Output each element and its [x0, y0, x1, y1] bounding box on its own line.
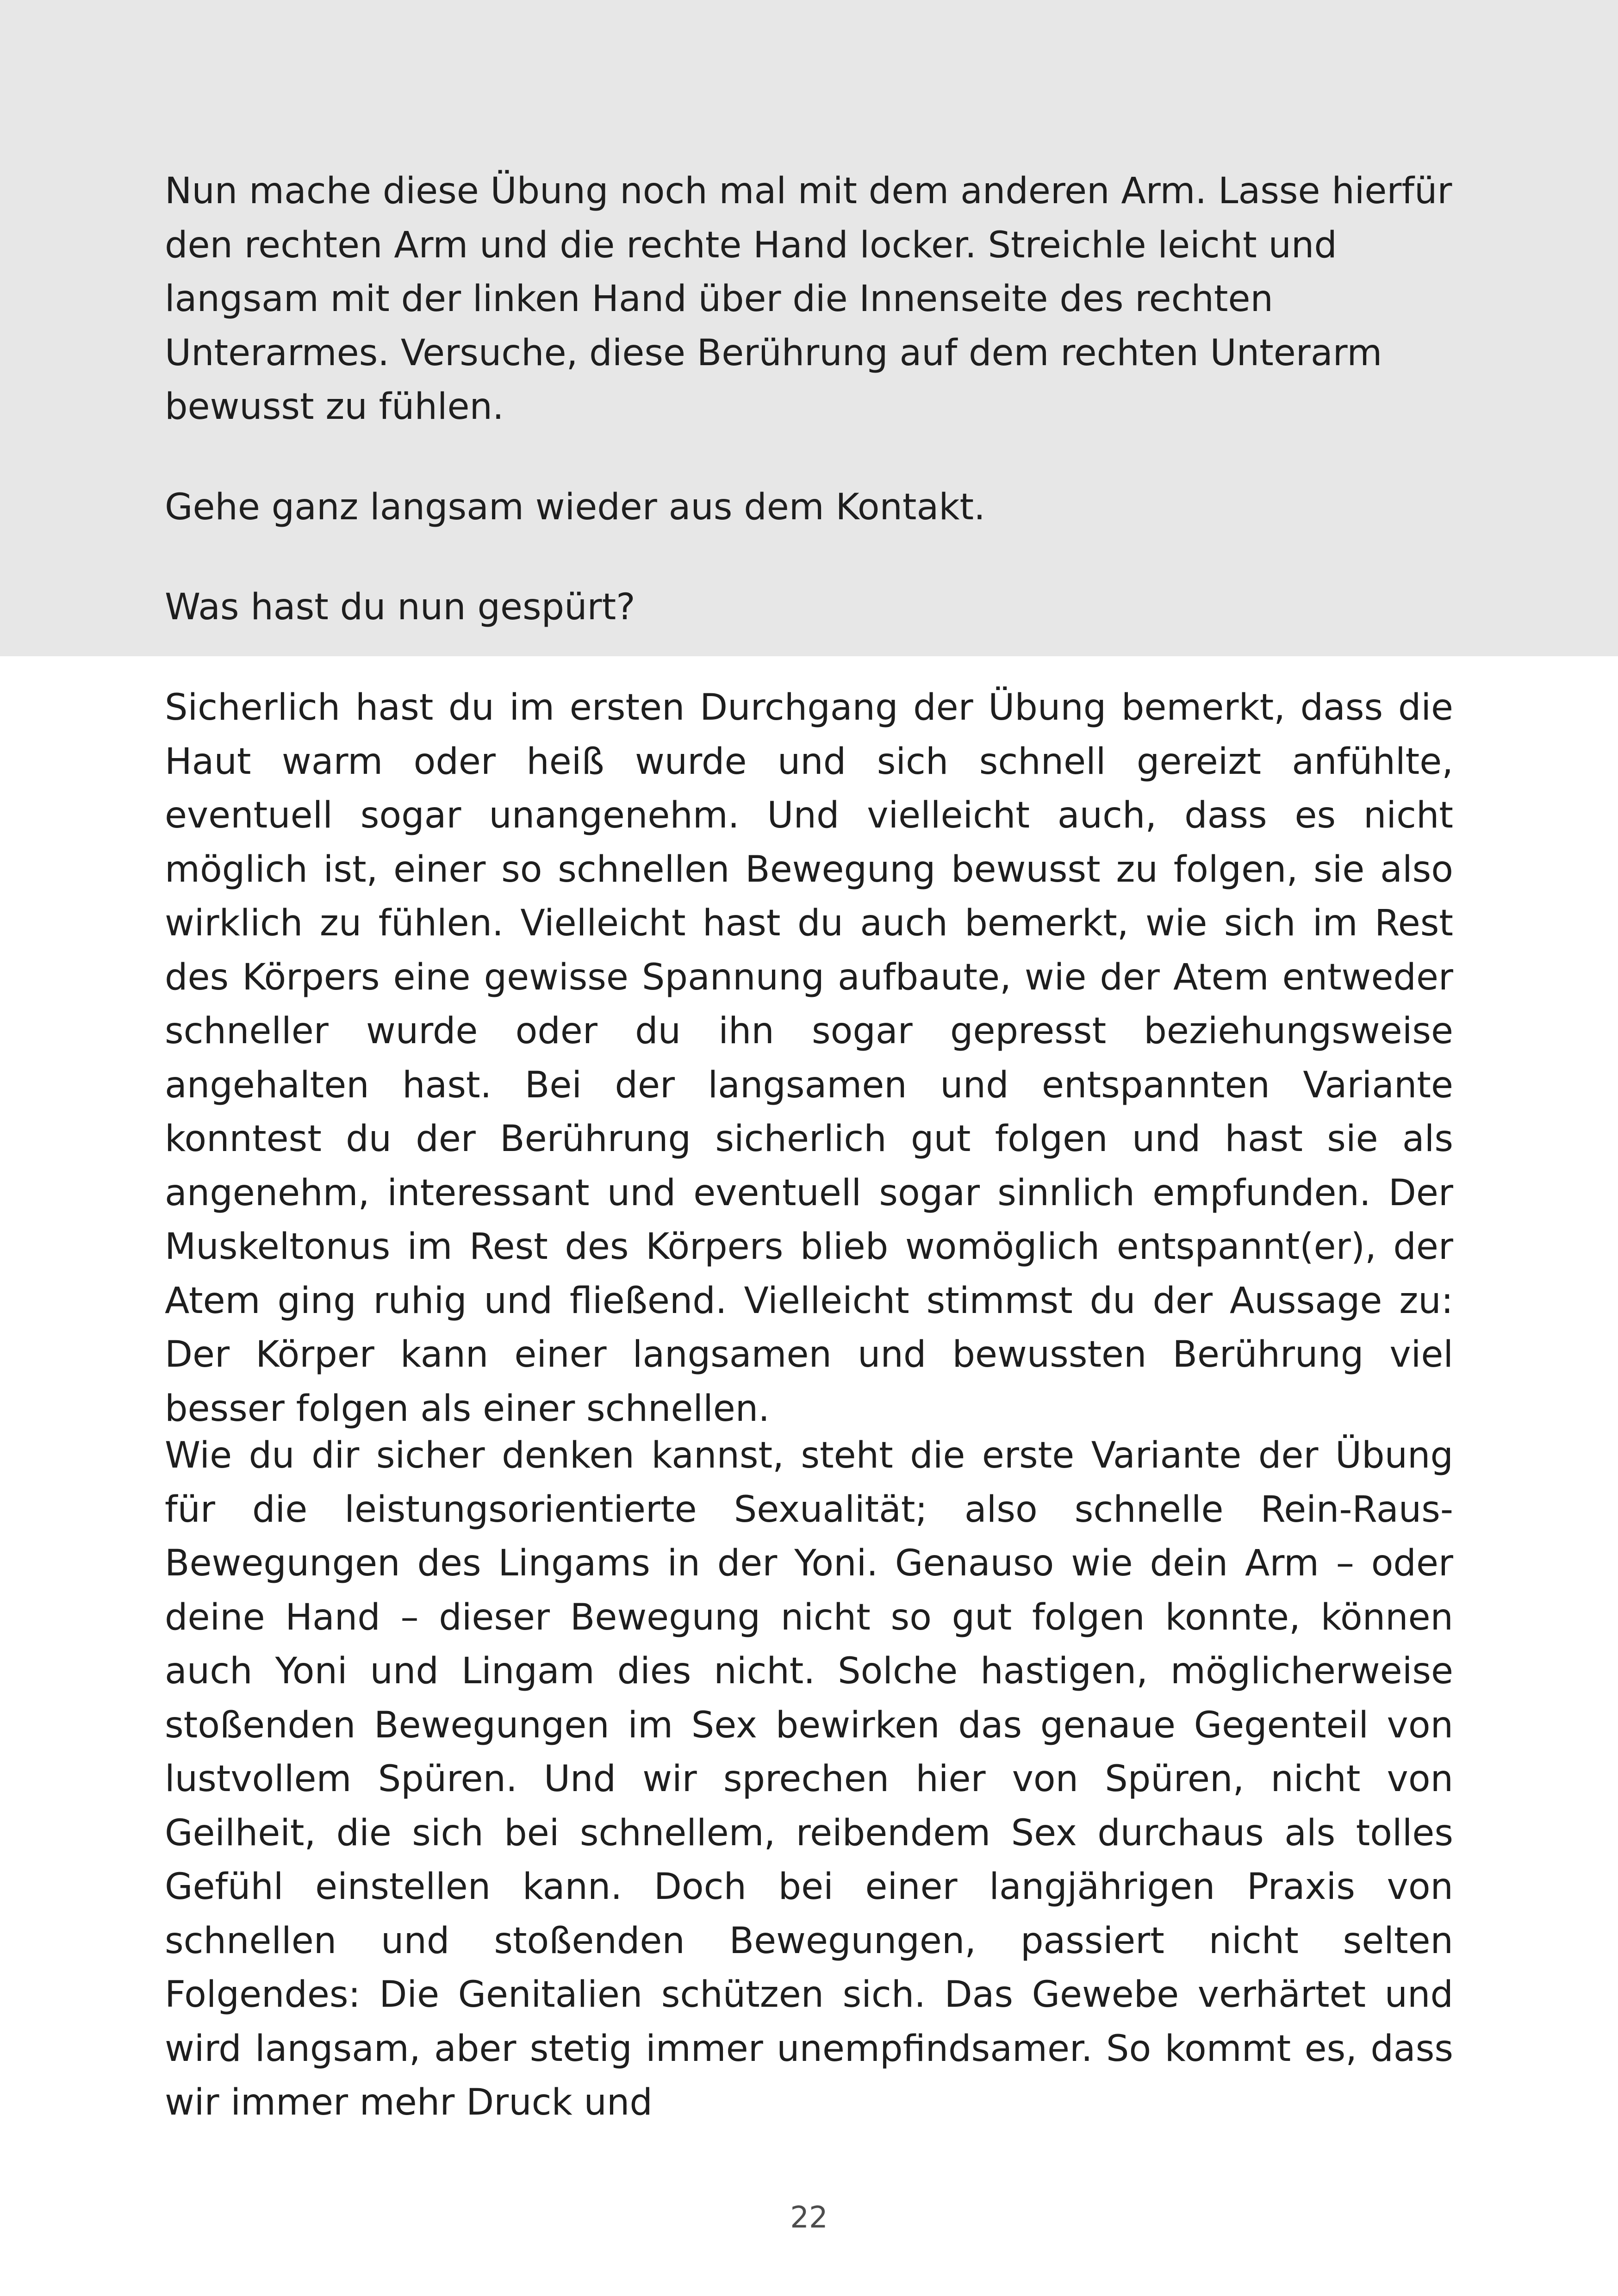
body-paragraph-2: Wie du dir sicher denken kannst, steht die erste Variante der Übung für die leistungsorientierte Sexualität; also schnelle Rein-Raus-Bewegungen des Lingams in der Yoni. Genauso wie dein Arm – oder deine Hand – dieser Bewegung nicht so gut folgen konnte, können auch Yoni und Lingam dies nicht. Solche hastigen, möglicherweise stoßenden Bewegungen im Sex bewirken das genaue Gegenteil von lustvollem Spüren. Und wir sprechen hier von Spüren, nicht von Geilheit, die sich bei schnellem, reibendem Sex durchaus als tolles Gefühl einstellen kann. Doch bei einer langjährigen Praxis von schnellen und stoßenden Bewegungen, passiert nicht selten Folgendes: Die Genitalien schützen sich. Das Gewebe verhärtet und wird langsam, aber stetig immer unempfindsamer. So kommt es, dass wir immer mehr Druck und — [165, 1435, 1453, 2123]
page-number: 22 — [790, 2201, 828, 2235]
body-paragraph-1: Sicherlich hast du im ersten Durchgang der Übung bemerkt, dass die Haut warm oder heiß wurde und sich schnell gereizt anfühlte, eventuell sogar unangenehm. Und vielleicht auch, dass es nicht möglich ist, einer so schnellen Bewegung bewusst zu folgen, sie also wirklich zu fühlen. Vielleicht hast du auch bemerkt, wie sich im Rest des Körpers eine gewisse Spannung aufbaute, wie der Atem entweder schneller wurde oder du ihn sogar gepresst beziehungsweise angehalten hast. Bei der langsamen und entspannten Variante konntest du der Berührung sicherlich gut folgen und hast sie als angenehm, interessant und eventuell sogar sinnlich empfunden. Der Muskeltonus im Rest des Körpers blieb womöglich entspannt(er), der Atem ging ruhig und fließend. Vielleicht stimmst du der Aussage zu: Der Körper kann einer langsamen und bewussten Berührung viel besser folgen als einer schnellen. — [165, 687, 1453, 1430]
exercise-paragraph-2: Gehe ganz langsam wieder aus dem Kontakt. — [165, 486, 985, 528]
exercise-paragraph-1: Nun mache diese Übung noch mal mit dem anderen Arm. Lasse hierfür den rechten Arm und die rechte Hand locker. Streichle leicht und langsam mit der linken Hand über die Innenseite des rechten Unterarmes. Versuche, diese Berührung auf dem rechten Unterarm bewusst zu fühlen. — [165, 170, 1452, 428]
exercise-paragraph-3: Was hast du nun gespürt? — [165, 586, 635, 628]
